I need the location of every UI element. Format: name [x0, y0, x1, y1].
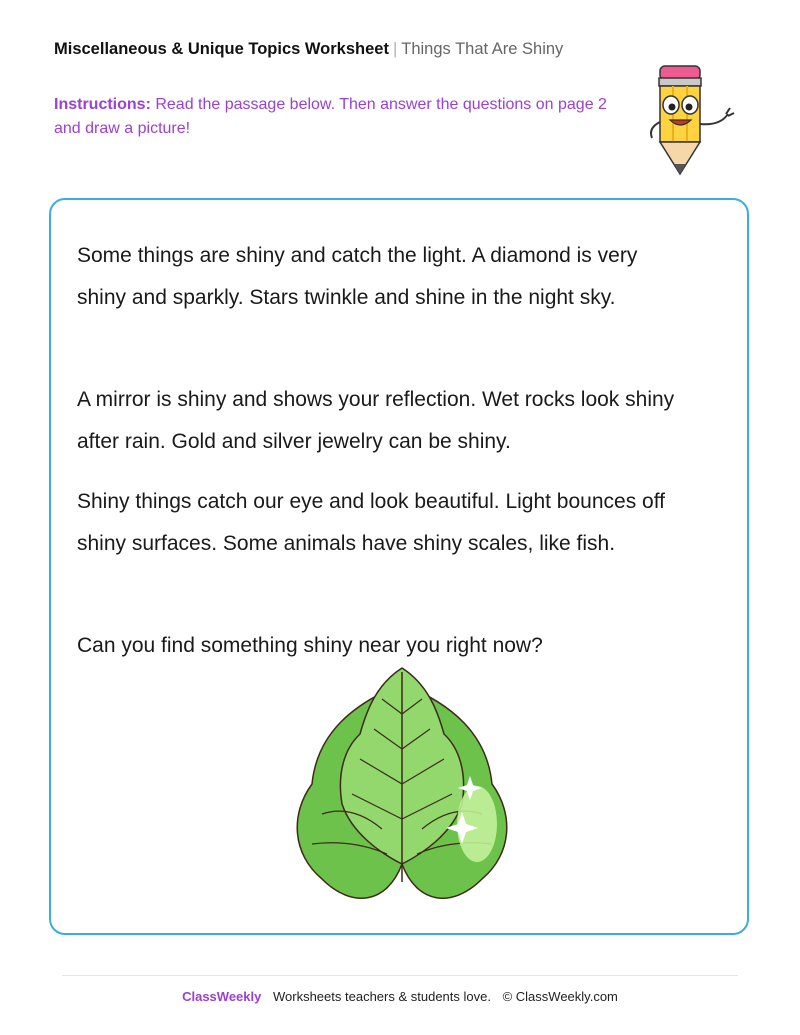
pencil-mascot-icon	[640, 62, 740, 182]
footer-brand: ClassWeekly	[182, 989, 262, 1004]
instructions	[54, 93, 614, 141]
footer-divider	[62, 975, 738, 976]
title-separator: |	[392, 40, 398, 58]
footer-tagline: Worksheets teachers & students love.	[272, 989, 491, 1004]
footer	[0, 989, 800, 1004]
page-title: Miscellaneous & Unique Topics Worksheet	[54, 40, 389, 58]
worksheet-title	[54, 38, 563, 60]
passage-paragraph: Some things are shiny and catch the light. A diamond is very shiny and sparkly. Stars twinkle and shine in the night sky.	[77, 244, 638, 309]
shiny-leaf-illustration	[282, 664, 522, 924]
passage-question: Can you find something shiny near you right now?	[77, 634, 543, 657]
instructions-lead: Instructions:	[54, 96, 151, 113]
page-subtitle: Things That Are Shiny	[401, 40, 564, 58]
passage-paragraph: A mirror is shiny and shows your reflection. Wet rocks look shiny after rain. Gold and silver jewelry can be shiny.	[77, 388, 675, 453]
footer-copyright: © ClassWeekly.com	[502, 989, 618, 1004]
passage-paragraph: Shiny things catch our eye and look beautiful. Light bounces off shiny surfaces. Some animals have shiny scales, like fish.	[77, 490, 666, 555]
instructions-text: Read the passage below. Then answer the questions on page 2 and draw a picture!	[54, 96, 607, 137]
